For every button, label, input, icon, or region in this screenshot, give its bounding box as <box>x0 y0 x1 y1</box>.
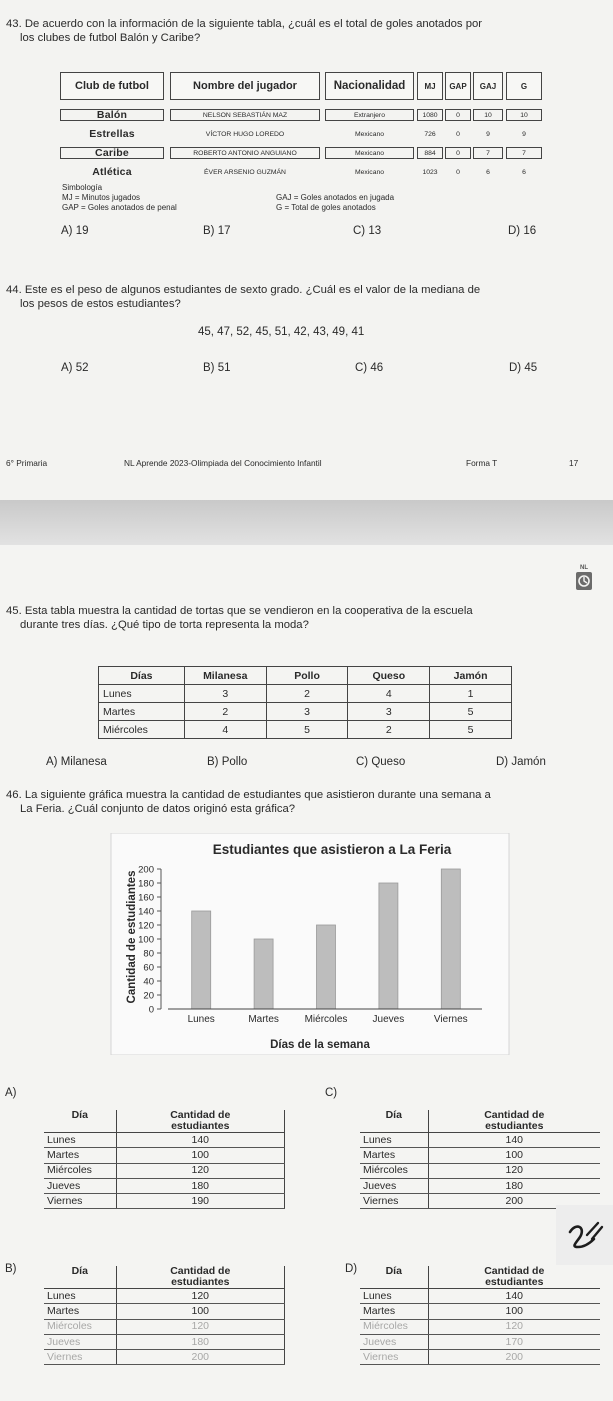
table-row: Miércoles 120 <box>360 1163 600 1178</box>
tortas-table-header <box>99 667 512 685</box>
table-row: Jueves 180 <box>360 1178 600 1193</box>
q45-option-d[interactable]: D) Jamón <box>496 756 546 768</box>
header-milanesa: Milanesa <box>184 667 266 685</box>
q44-option-d[interactable]: D) 45 <box>509 362 538 374</box>
table-row: Jueves 180 <box>44 1334 285 1349</box>
handwritten-mark-icon <box>556 1205 613 1265</box>
penalty-goals: 0 <box>445 147 471 159</box>
head-day: Día <box>360 1110 428 1133</box>
table-row: Martes 100 <box>44 1304 285 1319</box>
question-44 <box>6 283 610 311</box>
footer-grade: 6° Primaria <box>6 458 48 468</box>
table-row <box>99 685 512 703</box>
question-45-line-2: durante tres días. ¿Qué tipo de torta representa la moda? <box>20 619 309 631</box>
x-tick-label: Jueves <box>372 1014 405 1025</box>
q45-option-b[interactable]: B) Pollo <box>207 756 248 768</box>
value-cell: 3 <box>184 685 266 703</box>
value-cell: 2 <box>184 703 266 721</box>
bar-miércoles <box>317 925 336 1009</box>
club-name: Balón <box>60 109 164 121</box>
head-day: Día <box>44 1266 116 1289</box>
head-qty: Cantidad de estudiantes <box>116 1110 285 1133</box>
y-tick-label: 140 <box>138 906 154 918</box>
y-tick-label: 0 <box>148 1004 154 1016</box>
header-club: Club de futbol <box>60 72 164 100</box>
y-tick-label: 120 <box>138 920 154 932</box>
question-43-line-2: los clubes de futbol Balón y Caribe? <box>20 32 201 44</box>
y-tick-label: 60 <box>143 962 154 974</box>
question-43 <box>6 17 610 45</box>
table-row: Martes 100 <box>44 1148 285 1163</box>
q46-option-a-label[interactable]: A) <box>5 1087 17 1099</box>
q43-option-d[interactable]: D) 16 <box>508 225 537 237</box>
y-tick-label: 100 <box>138 934 154 946</box>
table-row: Lunes 140 <box>360 1133 600 1148</box>
value-cell: 2 <box>348 721 430 739</box>
q46-option-d-label[interactable]: D) <box>345 1263 358 1275</box>
bar-jueves <box>379 883 398 1009</box>
head-day: Día <box>360 1266 428 1289</box>
footer-page: 17 <box>569 458 579 468</box>
table-row: Martes 100 <box>360 1148 600 1163</box>
q45-option-c[interactable]: C) Queso <box>356 756 406 768</box>
club-name: Caribe <box>60 147 164 159</box>
y-tick-label: 80 <box>143 948 154 960</box>
clubs-table-header <box>60 72 542 100</box>
minutes: 1023 <box>422 168 438 176</box>
player-name: NELSON SEBASTIÁN MAZ <box>170 109 320 121</box>
table-row: Miércoles 120 <box>44 1163 285 1178</box>
chart-x-label: Días de la semana <box>270 1039 370 1051</box>
chart-title: Estudiantes que asistieron a La Feria <box>212 842 452 857</box>
table-row: Lunes 140 <box>360 1289 600 1304</box>
value-cell: 4 <box>348 685 430 703</box>
q43-option-c[interactable]: C) 13 <box>353 225 382 237</box>
player-name: ROBERTO ANTONIO ANGUIANO <box>170 147 320 159</box>
minutes: 726 <box>424 130 436 138</box>
legend <box>62 183 542 213</box>
day-cell: Miércoles <box>99 721 185 739</box>
logo-icon <box>574 571 594 591</box>
header-gaj: GAJ <box>473 72 503 100</box>
bar-martes <box>254 939 273 1009</box>
head-qty: Cantidad de estudiantes <box>116 1266 285 1289</box>
q43-option-a[interactable]: A) 19 <box>61 225 89 237</box>
question-46 <box>6 788 612 816</box>
table-row: Lunes 120 <box>44 1289 285 1304</box>
weights-list: 45, 47, 52, 45, 51, 42, 43, 49, 41 <box>198 326 365 338</box>
table-row: Miércoles 120 <box>44 1319 285 1334</box>
table-row: Miércoles 120 <box>360 1319 600 1334</box>
question-46-line-1: 46. La siguiente gráfica muestra la cantidad de estudiantes que asistieron durante una semana a <box>6 789 491 801</box>
penalty-goals: 0 <box>445 109 471 121</box>
header-days: Días <box>99 667 185 685</box>
q46-option-c-label[interactable]: C) <box>325 1087 338 1099</box>
attendance-chart <box>110 833 510 1055</box>
table-row <box>99 703 512 721</box>
page-1 <box>0 0 613 500</box>
x-tick-label: Miércoles <box>304 1014 348 1025</box>
player-name: VÍCTOR HUGO LOREDO <box>205 130 285 138</box>
table-row <box>99 721 512 739</box>
play-goals: 10 <box>473 109 503 121</box>
header-mj: MJ <box>417 72 443 100</box>
question-43-line-1: 43. De acuerdo con la información de la siguiente tabla, ¿cuál es el total de goles anotados por <box>6 18 483 30</box>
header-g: G <box>506 72 542 100</box>
q44-option-c[interactable]: C) 46 <box>355 362 384 374</box>
footer-title: NL Aprende 2023-Olimpiada del Conocimiento Infantil <box>124 458 322 468</box>
player-name: ÉVER ARSENIO GUZMÁN <box>204 168 286 176</box>
header-jamon: Jamón <box>430 667 512 685</box>
q43-option-b[interactable]: B) 17 <box>203 225 231 237</box>
head-day: Día <box>44 1110 116 1133</box>
y-tick-label: 200 <box>138 864 154 876</box>
q46-table-b[interactable] <box>44 1266 285 1365</box>
x-tick-label: Viernes <box>433 1014 468 1025</box>
table-row: Jueves 170 <box>360 1334 600 1349</box>
question-46-line-2: La Feria. ¿Cuál conjunto de datos originó esta gráfica? <box>20 803 296 815</box>
header-nationality: Nacionalidad <box>325 72 414 100</box>
clubs-table <box>60 72 542 212</box>
legend-g: G = Total de goles anotados <box>276 203 376 212</box>
play-goals: 6 <box>486 168 490 176</box>
head-qty: Cantidad de estudiantes <box>428 1266 600 1289</box>
nationality: Mexicano <box>354 130 385 138</box>
value-cell: 2 <box>266 685 348 703</box>
q44-option-a[interactable]: A) 52 <box>61 362 89 374</box>
table-row: Viernes 190 <box>44 1194 285 1209</box>
total-goals: 10 <box>506 109 542 121</box>
legend-gap: GAP = Goles anotados de penal <box>62 203 177 212</box>
value-cell: 5 <box>266 721 348 739</box>
x-tick-label: Lunes <box>187 1014 215 1025</box>
penalty-goals: 0 <box>456 130 460 138</box>
nationality: Mexicano <box>354 168 385 176</box>
value-cell: 5 <box>430 703 512 721</box>
total-goals: 6 <box>522 168 526 176</box>
q46-table-c[interactable] <box>360 1110 600 1209</box>
nationality: Extranjero <box>325 109 414 121</box>
club-row-atletica <box>60 166 542 178</box>
nl-logo <box>574 565 594 593</box>
total-goals: 7 <box>506 147 542 159</box>
head-qty: Cantidad de estudiantes <box>428 1110 600 1133</box>
minutes: 1080 <box>417 109 443 121</box>
bar-viernes <box>441 869 460 1009</box>
legend-title: Simbología <box>62 183 103 192</box>
penalty-goals: 0 <box>456 168 460 176</box>
page-gap <box>0 500 613 545</box>
value-cell: 4 <box>184 721 266 739</box>
q46-table-a[interactable] <box>44 1110 285 1209</box>
club-row-estrellas <box>60 128 542 140</box>
y-tick-label: 180 <box>138 878 154 890</box>
day-cell: Lunes <box>99 685 185 703</box>
value-cell: 5 <box>430 721 512 739</box>
header-queso: Queso <box>348 667 430 685</box>
q46-option-b-label[interactable]: B) <box>5 1263 17 1275</box>
table-row: Martes 100 <box>360 1304 600 1319</box>
club-row-balon <box>60 109 542 121</box>
q44-option-b[interactable]: B) 51 <box>203 362 231 374</box>
club-name: Estrellas <box>89 128 135 140</box>
table-row: Jueves 180 <box>44 1178 285 1193</box>
x-tick-label: Martes <box>248 1014 279 1025</box>
y-tick-label: 20 <box>143 990 154 1002</box>
table-row: Lunes 140 <box>44 1133 285 1148</box>
header-player: Nombre del jugador <box>170 72 320 100</box>
q45-option-a[interactable]: A) Milanesa <box>46 756 107 768</box>
question-45-line-1: 45. Esta tabla muestra la cantidad de tortas que se vendieron en la cooperativa de la escuela <box>6 605 473 617</box>
answer-sticker <box>556 1205 613 1265</box>
nationality: Mexicano <box>325 147 414 159</box>
y-tick-label: 40 <box>143 976 154 988</box>
club-row-caribe <box>60 147 542 159</box>
table-row: Viernes 200 <box>360 1194 600 1209</box>
question-44-line-1: 44. Este es el peso de algunos estudiantes de sexto grado. ¿Cuál es el valor de la mediana de <box>6 284 481 296</box>
question-44-line-2: los pesos de estos estudiantes? <box>20 298 181 310</box>
logo-text: NL <box>580 565 588 571</box>
page-2 <box>0 545 613 1401</box>
legend-mj: MJ = Minutos jugados <box>62 193 141 202</box>
header-gap: GAP <box>445 72 471 100</box>
bar-lunes <box>192 911 211 1009</box>
play-goals: 7 <box>473 147 503 159</box>
value-cell: 1 <box>430 685 512 703</box>
table-row: Viernes 200 <box>360 1350 600 1365</box>
play-goals: 9 <box>486 130 490 138</box>
q46-table-d[interactable] <box>360 1266 600 1365</box>
table-row: Viernes 200 <box>44 1350 285 1365</box>
total-goals: 9 <box>522 130 526 138</box>
minutes: 884 <box>417 147 443 159</box>
header-pollo: Pollo <box>266 667 348 685</box>
value-cell: 3 <box>266 703 348 721</box>
y-tick-label: 160 <box>138 892 154 904</box>
question-45 <box>6 604 612 632</box>
day-cell: Martes <box>99 703 185 721</box>
club-name: Atlética <box>92 166 132 178</box>
tortas-table <box>98 666 512 739</box>
footer-form: Forma T <box>466 458 498 468</box>
value-cell: 3 <box>348 703 430 721</box>
legend-gaj: GAJ = Goles anotados en jugada <box>276 193 395 202</box>
chart-y-label: Cantidad de estudiantes <box>126 870 138 1004</box>
